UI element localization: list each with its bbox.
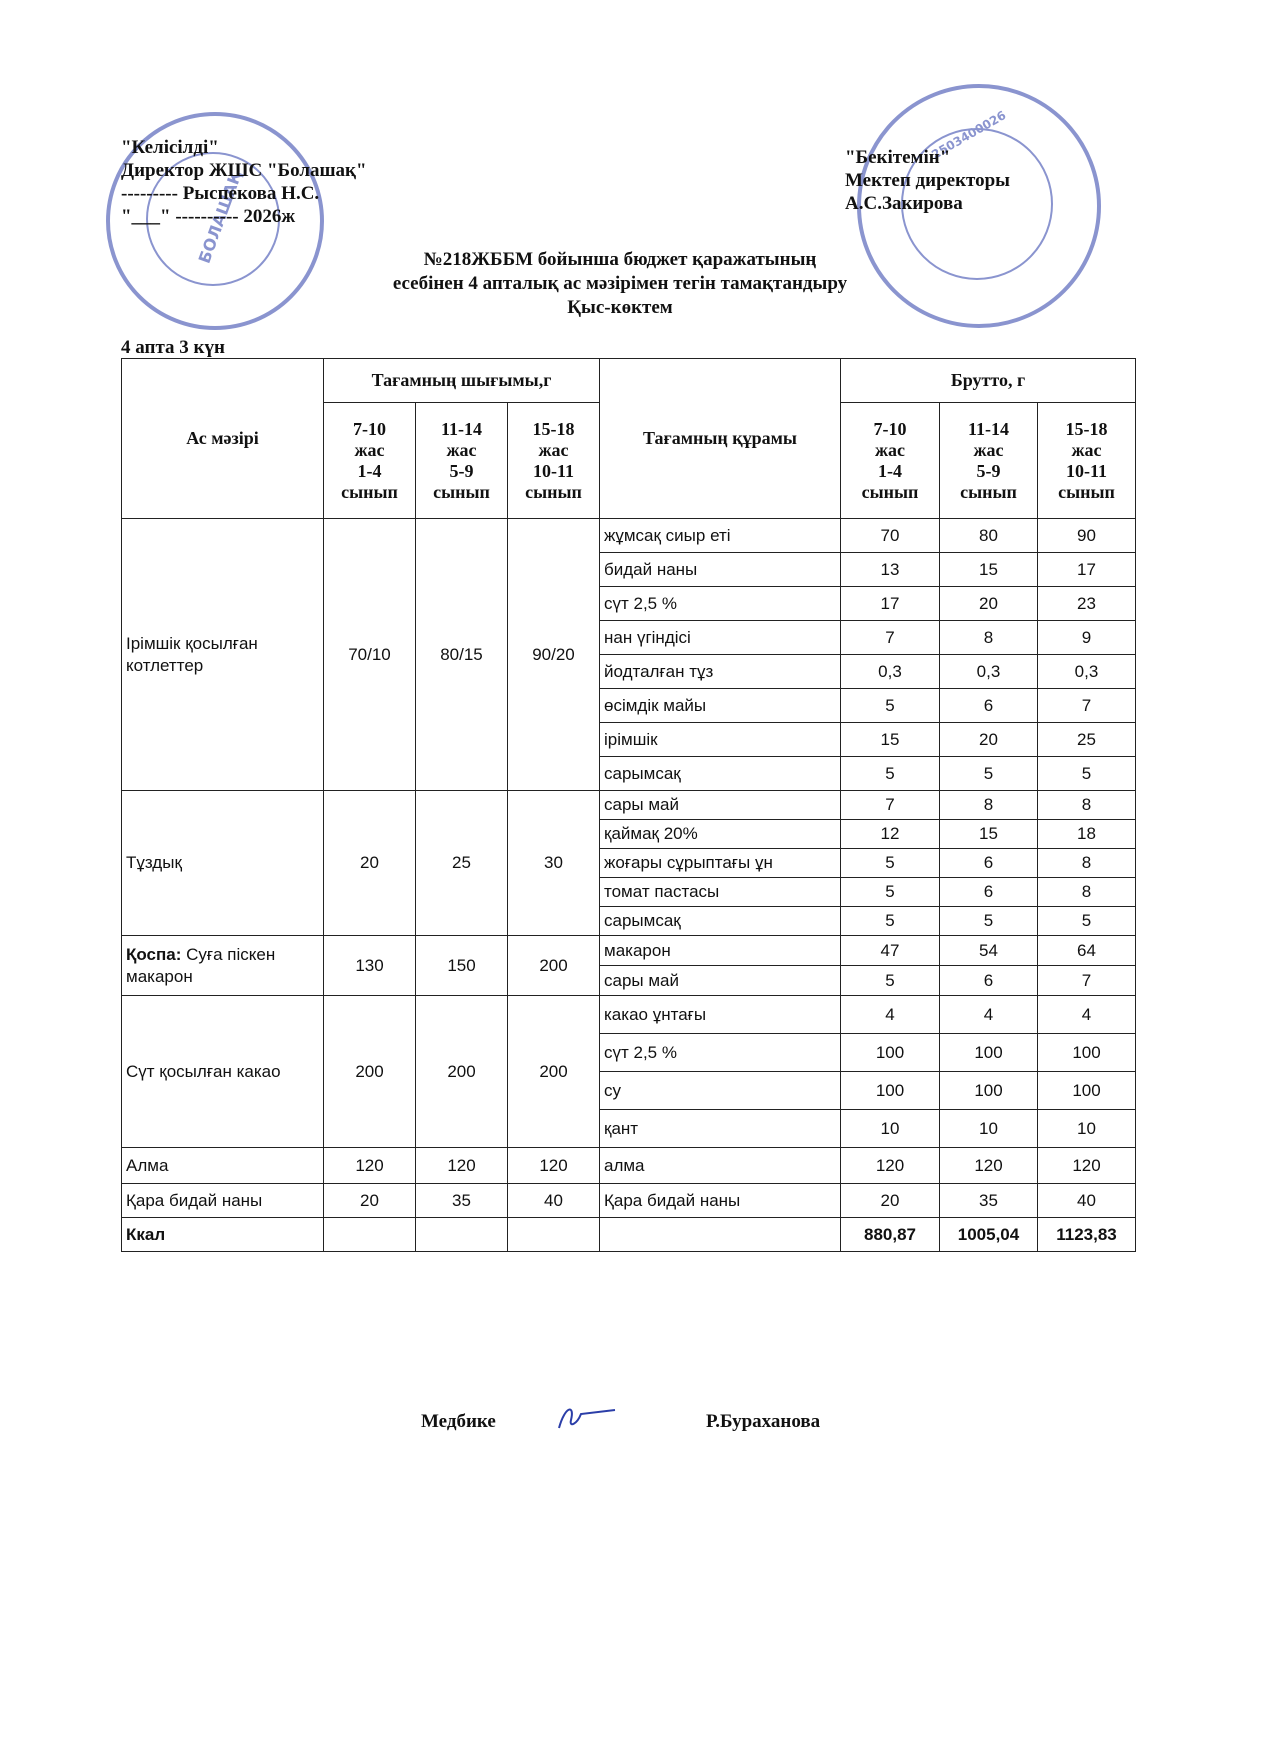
age-header-label: сынып	[1058, 481, 1115, 502]
left-header-line-2: Директор ЖШС "Болашақ"	[121, 160, 367, 181]
brutto-value: 5	[1038, 757, 1136, 791]
brutto-value: 100	[841, 1072, 940, 1110]
ingredient-row	[122, 996, 1136, 1034]
brutto-value: 7	[1038, 966, 1136, 996]
dish-name	[122, 996, 324, 1148]
brutto-value: 7	[841, 621, 940, 655]
dish-name-text: Тұздық	[126, 853, 182, 872]
ingredient-name: Қара бидай наны	[600, 1184, 841, 1218]
dish-name-prefix: Қоспа:	[126, 944, 187, 964]
brutto-value: 100	[1038, 1072, 1136, 1110]
age-header-grade: 10-11	[1065, 460, 1107, 481]
dish-name-text: Сүт қосылған какао	[126, 1061, 281, 1081]
header-composition: Тағамның құрамы	[600, 359, 841, 519]
ingredient-row	[122, 791, 1136, 820]
ingredient-name: томат пастасы	[600, 878, 841, 907]
output-age-header	[508, 403, 600, 519]
kcal-row	[122, 1218, 1136, 1252]
brutto-value: 100	[940, 1034, 1038, 1072]
dish-output-value: 200	[508, 936, 600, 996]
brutto-value: 8	[1038, 791, 1136, 820]
dish-name-text: Суға піскен макарон	[126, 944, 276, 986]
brutto-value: 17	[1038, 553, 1136, 587]
age-header-age: 15-18	[532, 418, 575, 439]
brutto-value: 10	[841, 1110, 940, 1148]
brutto-value: 5	[841, 757, 940, 791]
ingredient-name: сарымсақ	[600, 757, 841, 791]
right-header	[845, 146, 1010, 215]
ingredient-name: су	[600, 1072, 841, 1110]
brutto-value: 120	[841, 1148, 940, 1184]
brutto-value: 120	[1038, 1148, 1136, 1184]
ingredient-name: сарымсақ	[600, 907, 841, 936]
brutto-value: 5	[841, 966, 940, 996]
brutto-value: 15	[940, 553, 1038, 587]
brutto-value: 23	[1038, 587, 1136, 621]
ingredient-name: нан үгіндісі	[600, 621, 841, 655]
age-header-grade: 5-9	[449, 460, 474, 481]
signature-mark	[555, 1402, 625, 1432]
brutto-value: 8	[1038, 878, 1136, 907]
output-age-header	[416, 403, 508, 519]
brutto-value: 6	[940, 849, 1038, 878]
day-label: 4 апта 3 күн	[121, 337, 225, 358]
brutto-value: 12	[841, 820, 940, 849]
brutto-value: 9	[1038, 621, 1136, 655]
ingredient-name: йодталған тұз	[600, 655, 841, 689]
kcal-value: 1123,83	[1038, 1218, 1136, 1252]
age-header-label: сынып	[960, 481, 1017, 502]
brutto-value: 100	[841, 1034, 940, 1072]
dish-output-value: 120	[508, 1148, 600, 1184]
dish-name	[122, 519, 324, 791]
left-header	[121, 136, 367, 228]
ingredient-name: сүт 2,5 %	[600, 1034, 841, 1072]
ingredient-row	[122, 1184, 1136, 1218]
ingredient-name: өсімдік майы	[600, 689, 841, 723]
title-line-2: есебінен 4 апталық ас мәзірімен тегін тамақтандыру	[392, 273, 848, 294]
brutto-value: 40	[1038, 1184, 1136, 1218]
brutto-age-header	[940, 403, 1038, 519]
kcal-value: 1005,04	[940, 1218, 1038, 1252]
document-title	[260, 248, 980, 320]
dish-output-value: 200	[416, 996, 508, 1148]
brutto-value: 6	[940, 689, 1038, 723]
right-header-line-3: А.С.Закирова	[845, 193, 963, 214]
brutto-value: 17	[841, 587, 940, 621]
dish-output-value: 90/20	[508, 519, 600, 791]
dish-output-value: 120	[416, 1148, 508, 1184]
dish-output-value: 80/15	[416, 519, 508, 791]
dish-output-value: 20	[324, 791, 416, 936]
brutto-value: 4	[841, 996, 940, 1034]
ingredient-row	[122, 1148, 1136, 1184]
dish-name	[122, 1148, 324, 1184]
ingredient-name: алма	[600, 1148, 841, 1184]
brutto-value: 20	[841, 1184, 940, 1218]
age-header-age: 7-10	[353, 418, 386, 439]
empty-cell	[416, 1218, 508, 1252]
age-header-label: сынып	[341, 481, 398, 502]
right-header-line-1: "Бекітемін"	[845, 147, 951, 168]
empty-cell	[324, 1218, 416, 1252]
ingredient-name: жұмсақ сиыр еті	[600, 519, 841, 553]
ingredient-row	[122, 936, 1136, 966]
brutto-value: 25	[1038, 723, 1136, 757]
left-header-line-1: "Келісілді"	[121, 137, 219, 158]
brutto-value: 5	[940, 757, 1038, 791]
ingredient-name: қант	[600, 1110, 841, 1148]
brutto-value: 0,3	[1038, 655, 1136, 689]
brutto-value: 35	[940, 1184, 1038, 1218]
brutto-value: 5	[841, 849, 940, 878]
dish-name-text: Алма	[126, 1155, 169, 1175]
brutto-value: 80	[940, 519, 1038, 553]
dish-output-value: 25	[416, 791, 508, 936]
brutto-value: 7	[841, 791, 940, 820]
ingredient-name: қаймақ 20%	[600, 820, 841, 849]
dish-output-value: 20	[324, 1184, 416, 1218]
age-header-unit: жас	[1071, 439, 1102, 460]
brutto-value: 18	[1038, 820, 1136, 849]
brutto-value: 8	[940, 621, 1038, 655]
dish-output-value: 120	[324, 1148, 416, 1184]
dish-output-value: 200	[508, 996, 600, 1148]
ingredient-row	[122, 519, 1136, 553]
brutto-value: 10	[940, 1110, 1038, 1148]
left-header-line-3: --------- Рыспекова Н.С.	[121, 183, 320, 204]
brutto-value: 10	[1038, 1110, 1136, 1148]
dish-name-text: Қара бидай наны	[126, 1190, 263, 1210]
kcal-label: Ккал	[122, 1218, 324, 1252]
dish-output-value: 150	[416, 936, 508, 996]
ingredient-name: сүт 2,5 %	[600, 587, 841, 621]
header-brutto: Брутто, г	[841, 359, 1136, 403]
right-stamp-center-text: 2503400026	[929, 108, 1009, 162]
ingredient-name: сары май	[600, 791, 841, 820]
footer-name: Р.Бураханова	[706, 1411, 821, 1432]
brutto-value: 0,3	[940, 655, 1038, 689]
ingredient-name: макарон	[600, 936, 841, 966]
brutto-age-header	[841, 403, 940, 519]
brutto-value: 15	[940, 820, 1038, 849]
dish-name-text: Ірімшік қосылған котлеттер	[126, 633, 258, 675]
brutto-value: 13	[841, 553, 940, 587]
age-header-age: 11-14	[440, 418, 482, 439]
age-header-unit: жас	[874, 439, 906, 460]
brutto-value: 20	[940, 587, 1038, 621]
age-header-unit: жас	[538, 439, 569, 460]
menu-body	[122, 519, 1136, 1252]
age-header-age: 15-18	[1065, 418, 1108, 439]
age-header-label: сынып	[433, 481, 490, 502]
right-header-line-2: Мектеп директоры	[845, 170, 1011, 191]
dish-output-value: 30	[508, 791, 600, 936]
brutto-value: 90	[1038, 519, 1136, 553]
output-age-header	[324, 403, 416, 519]
brutto-value: 100	[1038, 1034, 1136, 1072]
brutto-value: 120	[940, 1148, 1038, 1184]
brutto-age-header	[1038, 403, 1136, 519]
dish-name	[122, 936, 324, 996]
brutto-value: 70	[841, 519, 940, 553]
brutto-value: 5	[841, 878, 940, 907]
age-header-grade: 1-4	[878, 460, 902, 481]
empty-cell	[600, 1218, 841, 1252]
age-header-label: сынып	[525, 481, 582, 502]
brutto-value: 100	[940, 1072, 1038, 1110]
dish-name	[122, 791, 324, 936]
brutto-value: 5	[940, 907, 1038, 936]
age-header-age: 7-10	[873, 418, 907, 439]
dish-output-value: 200	[324, 996, 416, 1148]
brutto-value: 7	[1038, 689, 1136, 723]
brutto-value: 64	[1038, 936, 1136, 966]
dish-output-value: 130	[324, 936, 416, 996]
brutto-value: 6	[940, 966, 1038, 996]
footer-role: Медбике	[421, 1411, 496, 1432]
age-header-grade: 1-4	[357, 460, 382, 481]
brutto-value: 8	[1038, 849, 1136, 878]
dish-output-value: 40	[508, 1184, 600, 1218]
brutto-value: 5	[841, 907, 940, 936]
brutto-value: 0,3	[841, 655, 940, 689]
dish-name	[122, 1184, 324, 1218]
brutto-value: 15	[841, 723, 940, 757]
ingredient-name: жоғары сұрыптағы ұн	[600, 849, 841, 878]
brutto-value: 4	[940, 996, 1038, 1034]
dish-output-value: 35	[416, 1184, 508, 1218]
menu-table	[121, 358, 1136, 1252]
age-header-unit: жас	[973, 439, 1004, 460]
title-line-3: Қыс-көктем	[567, 297, 673, 318]
ingredient-name: сары май	[600, 966, 841, 996]
brutto-value: 4	[1038, 996, 1136, 1034]
kcal-value: 880,87	[841, 1218, 940, 1252]
age-header-age: 11-14	[967, 418, 1009, 439]
left-header-line-4: "___" ---------- 2026ж	[121, 206, 296, 227]
brutto-value: 5	[1038, 907, 1136, 936]
title-line-1: №218ЖББМ бойынша бюджет қаражатының	[423, 249, 817, 270]
ingredient-name: ірімшік	[600, 723, 841, 757]
brutto-value: 6	[940, 878, 1038, 907]
brutto-value: 54	[940, 936, 1038, 966]
age-header-grade: 10-11	[532, 460, 574, 481]
empty-cell	[508, 1218, 600, 1252]
header-menu: Ас мәзірі	[122, 359, 324, 519]
header-output: Тағамның шығымы,г	[324, 359, 600, 403]
age-header-unit: жас	[446, 439, 477, 460]
left-stamp-center-text: БОЛАШАҚ	[194, 169, 246, 266]
age-header-label: сынып	[861, 481, 919, 502]
ingredient-name: бидай наны	[600, 553, 841, 587]
age-header-unit: жас	[354, 439, 385, 460]
brutto-value: 20	[940, 723, 1038, 757]
age-header-grade: 5-9	[976, 460, 1001, 481]
dish-output-value: 70/10	[324, 519, 416, 791]
ingredient-name: какао ұнтағы	[600, 996, 841, 1034]
brutto-value: 47	[841, 936, 940, 966]
brutto-value: 8	[940, 791, 1038, 820]
brutto-value: 5	[841, 689, 940, 723]
